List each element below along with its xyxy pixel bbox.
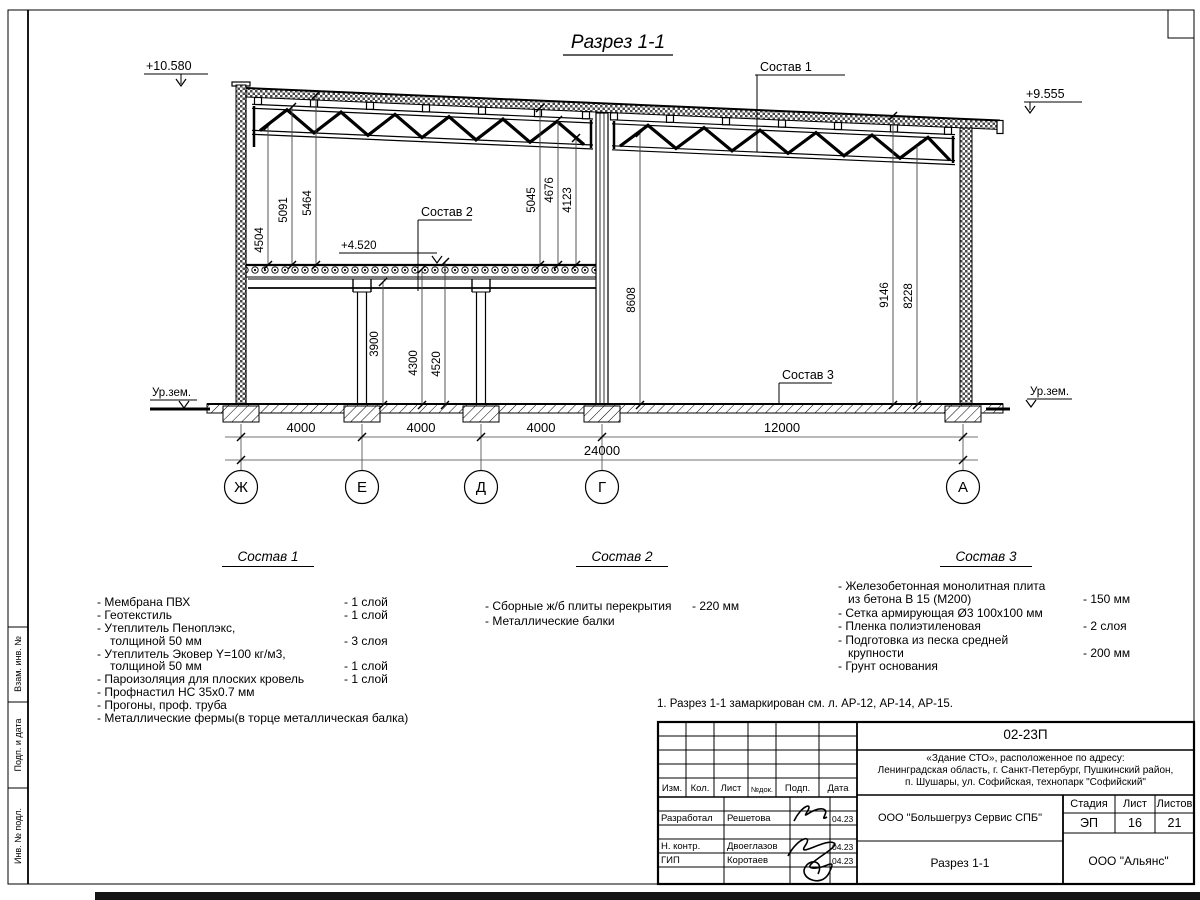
frame-label-vzam: Взам. инв. № <box>13 636 23 692</box>
dim-4520: 4520 <box>431 351 443 377</box>
col-data: Дата <box>827 783 849 794</box>
sheet-value: 16 <box>1128 816 1142 830</box>
list-item: - Сетка армирующая Ø3 100x100 мм <box>838 605 1043 620</box>
sheet-label: Лист <box>1123 798 1147 810</box>
dim-4504: 4504 <box>254 227 266 253</box>
level-value: +10.580 <box>146 59 192 73</box>
axis-g: Г <box>597 479 607 496</box>
drawing-title <box>563 32 673 55</box>
list-item: - Пленка полиэтиленовая - 2 слоя <box>838 619 1127 634</box>
row-name: Двоеглазов <box>727 841 778 852</box>
axis-a: А <box>957 479 969 496</box>
page-title: Разрез 1-1 <box>570 32 666 53</box>
comp3-list <box>838 580 1138 674</box>
axis-d: Д <box>475 479 487 496</box>
sheets-label: Листов <box>1156 798 1193 810</box>
list-item: крупности - 200 мм <box>848 645 1131 660</box>
horizontal-dimensions <box>225 420 978 470</box>
dim-12000: 12000 <box>763 420 801 435</box>
roof-drip-edge <box>997 121 1003 134</box>
list-item: - Сборные ж/б плиты перекрытия - 220 мм <box>485 599 740 613</box>
stage-label: Стадия <box>1070 798 1108 810</box>
list-item: - Утеплитель Эковер Y=100 кг/м3, <box>97 646 286 661</box>
stage-value: ЭП <box>1080 816 1098 830</box>
dim-24000: 24000 <box>583 443 621 458</box>
dim-5091: 5091 <box>278 197 290 223</box>
frame-label-inv: Инв. № подл. <box>13 807 23 865</box>
company-name: ООО "Альянс" <box>1088 854 1169 868</box>
row-role: Н. контр. <box>661 841 701 852</box>
floor-slab <box>246 265 596 288</box>
list-item: - Мембрана ПВХ - 1 слой <box>97 595 388 609</box>
list-item: - Утеплитель Пеноплэкс, <box>97 620 236 635</box>
dim-5464: 5464 <box>302 190 314 216</box>
list-item: - Металлические балки <box>485 613 615 628</box>
dim-4000-a: 4000 <box>286 420 316 435</box>
list-item: - Профнастил НС 35x0.7 мм <box>97 685 255 700</box>
axis-e: Е <box>356 479 368 496</box>
level-top-right <box>1024 87 1082 113</box>
ground-slab <box>150 404 1010 413</box>
list-item: - Металлические фермы(в торце металлическая балка) <box>97 711 409 726</box>
project-address-line3: п. Шушары, ул. Софийская, технопарк "Софийский" <box>905 777 1146 788</box>
level-value: +9.555 <box>1026 87 1065 101</box>
sheet-title: Разрез 1-1 <box>930 856 990 870</box>
comp2-title: Состав 2 <box>576 549 668 567</box>
leader-label: Состав 1 <box>760 60 812 74</box>
level-value: Ур.зем. <box>152 387 192 399</box>
list-item: - Пароизоляция для плоских кровель - 1 слой <box>97 672 388 687</box>
frame-label-podp: Подп. и дата <box>13 718 23 772</box>
list-item: - Железобетонная монолитная плита <box>838 579 1046 593</box>
dim-4000-c: 4000 <box>526 420 556 435</box>
list-item: - Прогоны, проф. труба <box>97 698 227 713</box>
sheets-value: 21 <box>1167 816 1182 830</box>
dim-5045: 5045 <box>526 187 538 213</box>
row-role: Разработал <box>661 813 713 824</box>
list-item: - Геотекстиль - 1 слой <box>97 607 388 622</box>
column-axis-d <box>472 279 490 406</box>
level-top-left <box>144 59 208 86</box>
axis-bubbles <box>225 471 980 504</box>
level-arrow-icon <box>179 401 189 408</box>
project-address-line1: «Здание СТО», расположенное по адресу: <box>926 753 1125 764</box>
level-arrow-icon <box>432 256 442 263</box>
list-item: - Грунт основания <box>838 659 938 674</box>
comp1-list <box>97 596 427 725</box>
list-item: - Подготовка из песка средней <box>838 632 1009 647</box>
project-address-line2: Ленинградская область, г. Санкт-Петербург, Пушкинский район, <box>877 765 1174 776</box>
leader-sostav3 <box>779 368 834 404</box>
col-izm: Изм. <box>661 783 683 794</box>
level-floor2 <box>339 240 442 263</box>
level-value: Ур.зем. <box>1030 386 1070 398</box>
dim-4123: 4123 <box>562 187 574 213</box>
col-kol: Кол. <box>690 783 710 794</box>
row-name: Решетова <box>727 813 771 824</box>
list-item: толщиной 50 мм - 1 слой <box>110 659 388 674</box>
col-ndok: №док. <box>751 785 773 794</box>
list-item: толщиной 50 мм - 3 слоя <box>110 633 388 648</box>
row-date: 04.23 <box>832 814 854 824</box>
axis-zh: Ж <box>234 479 248 496</box>
level-value: +4.520 <box>341 240 377 252</box>
dim-4676: 4676 <box>544 177 556 203</box>
middle-wall <box>596 113 608 408</box>
ground-level-right <box>1026 386 1072 407</box>
right-wall <box>960 128 972 408</box>
dim-9146: 9146 <box>879 282 891 308</box>
list-item: из бетона В 15 (М200) - 150 мм <box>848 592 1131 607</box>
corner-doc-box <box>1168 10 1194 38</box>
row-date: 04.23 <box>832 842 854 852</box>
dim-8608: 8608 <box>626 287 638 313</box>
col-podp: Подп. <box>784 783 811 794</box>
leader-label: Состав 3 <box>782 368 834 382</box>
col-list: Лист <box>720 783 742 794</box>
comp2-list <box>485 600 785 629</box>
dim-8228: 8228 <box>903 283 915 309</box>
doc-number: 02-23П <box>1003 727 1048 742</box>
dim-3900: 3900 <box>369 331 381 357</box>
dim-4300: 4300 <box>408 350 420 376</box>
row-date: 04.23 <box>832 856 854 866</box>
leader-label: Состав 2 <box>421 205 473 219</box>
dim-4000-b: 4000 <box>406 420 436 435</box>
level-arrow-icon <box>1026 400 1036 407</box>
ground-level-left <box>150 387 197 408</box>
comp1-title: Состав 1 <box>222 549 314 567</box>
signature-2 <box>788 839 835 881</box>
signatures <box>788 806 835 881</box>
drawing-note: 1. Разрез 1-1 замаркирован см. л. АР-12, АР-14, АР-15. <box>657 698 953 710</box>
window-bottom-bar <box>95 892 1200 900</box>
signature-1 <box>794 806 827 821</box>
org-name: ООО "Большегруз Сервис СПБ" <box>877 812 1043 824</box>
row-name: Коротаев <box>727 855 769 866</box>
left-wall <box>232 82 250 408</box>
comp3-title: Состав 3 <box>940 549 1032 567</box>
row-role: ГИП <box>661 855 680 866</box>
